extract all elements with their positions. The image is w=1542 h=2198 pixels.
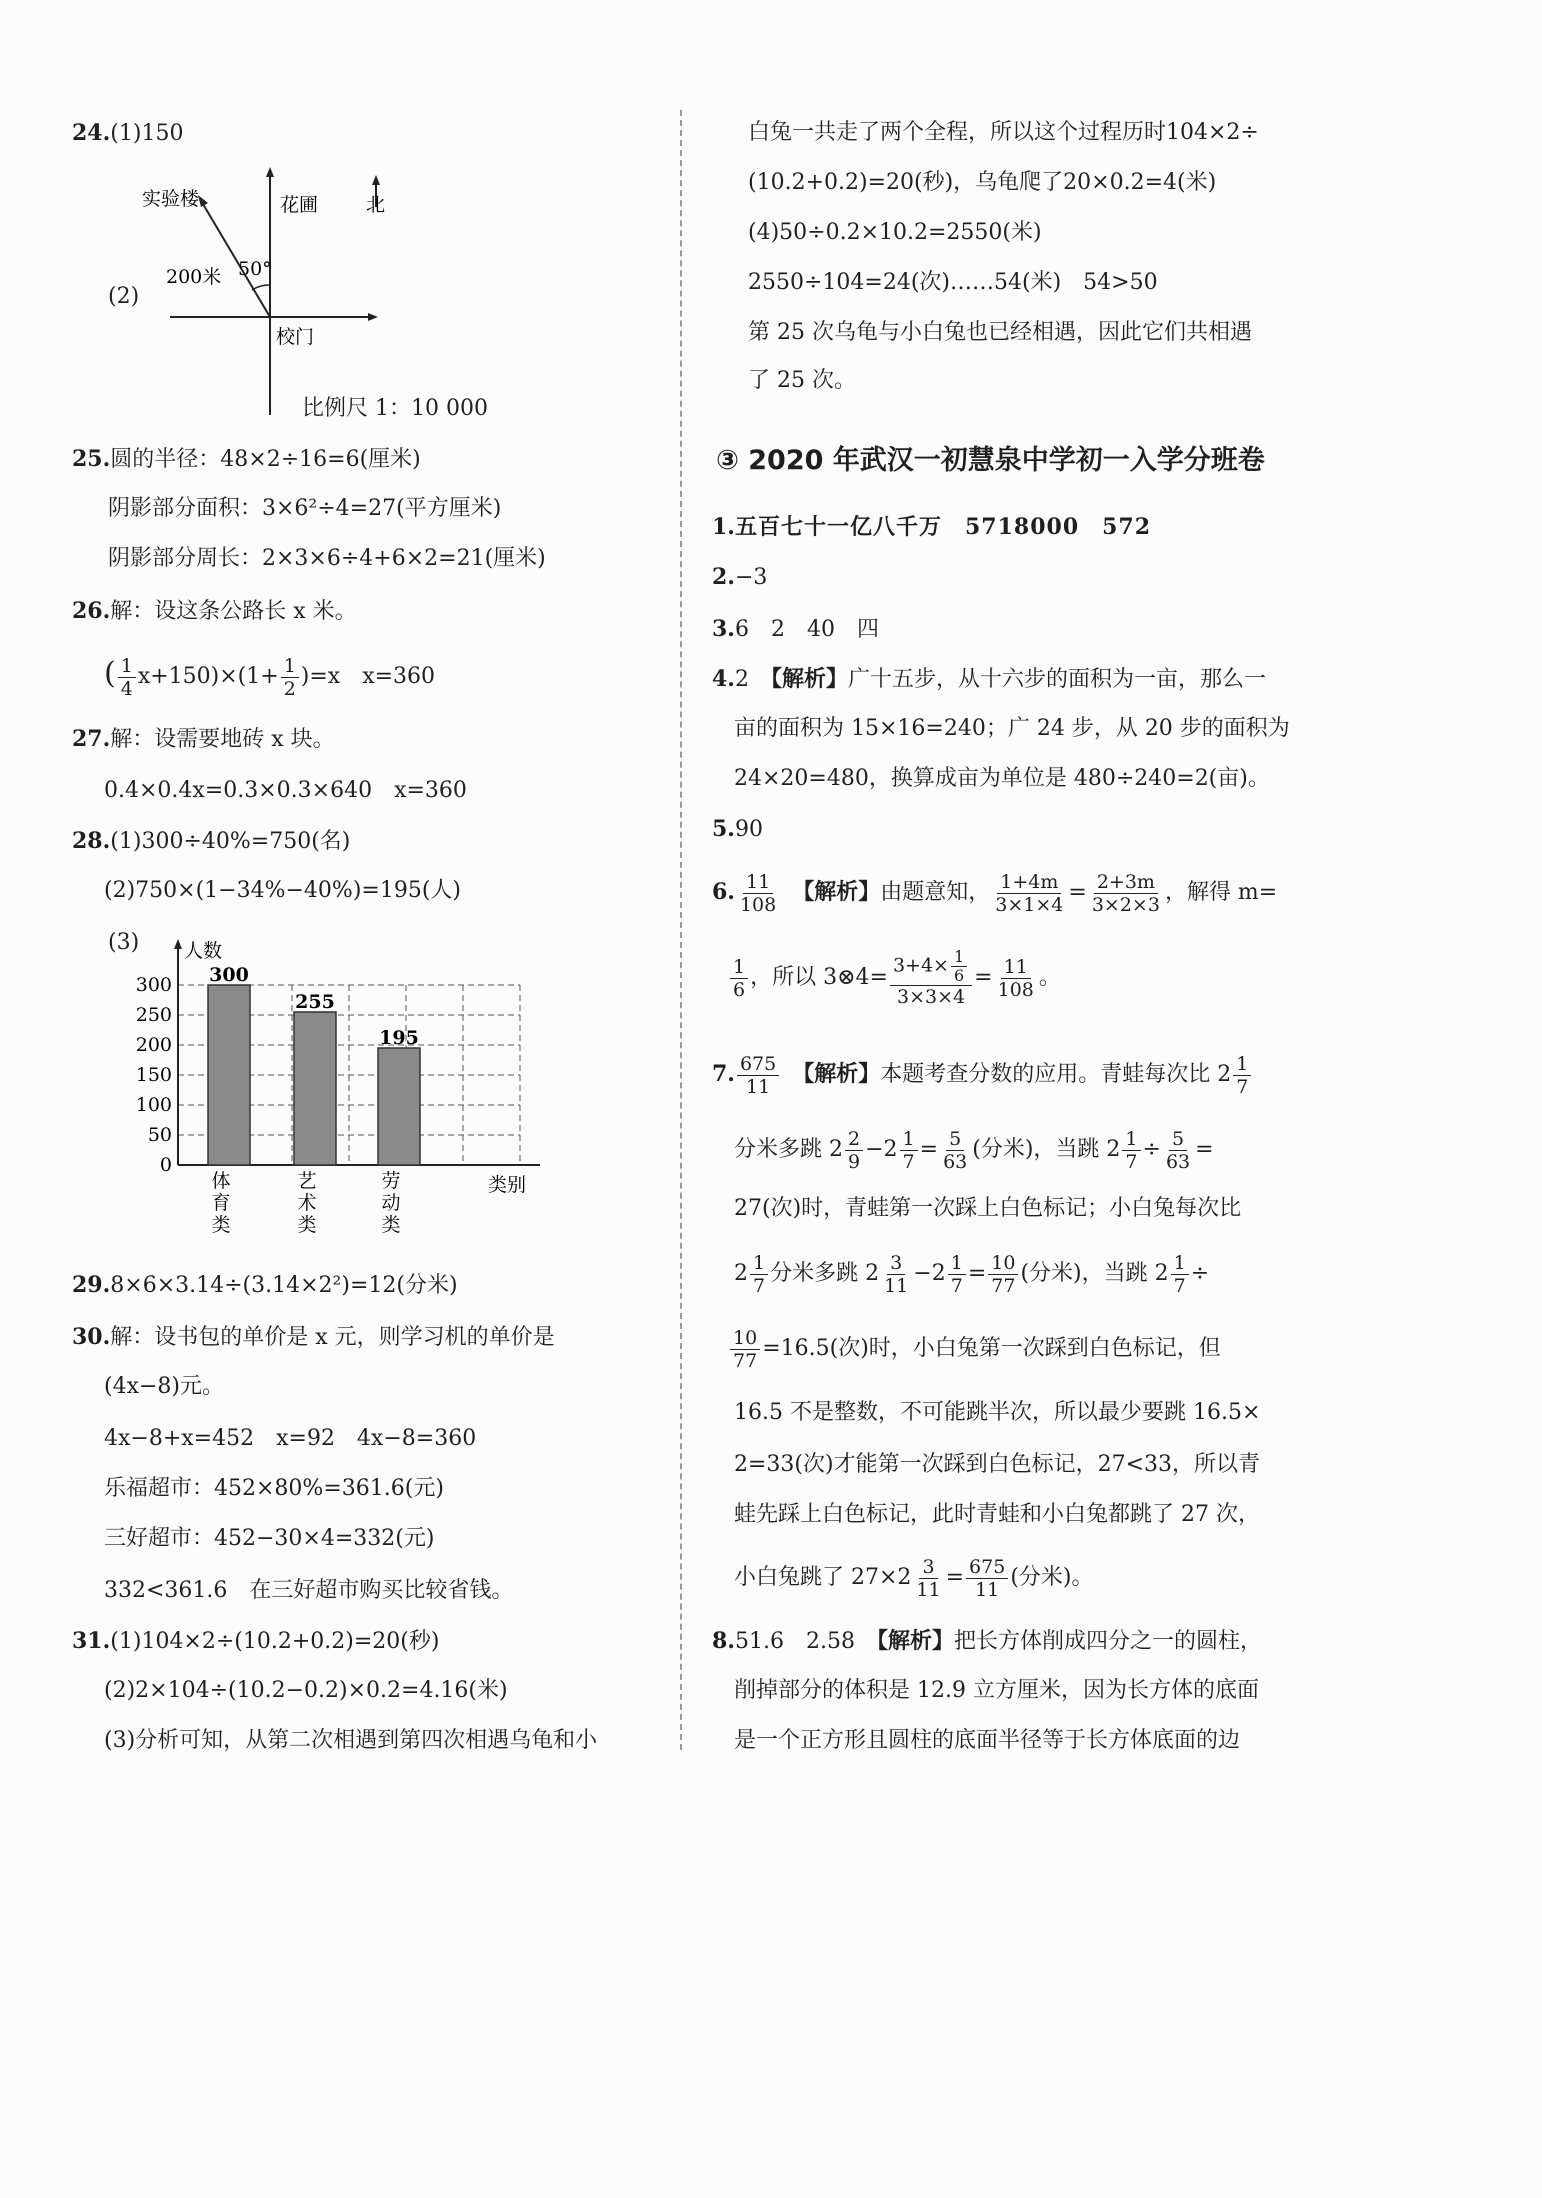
y-tick-label-6: 300 xyxy=(135,974,172,996)
q30-line2: (4x−8)元。 xyxy=(104,1374,225,1399)
q29-line1 xyxy=(72,1270,458,1301)
map-label-bldg: 实验楼 xyxy=(142,188,200,210)
a6-frac3-inner xyxy=(951,948,967,985)
q24-part2-label: (2) xyxy=(108,284,140,309)
a7-frac311-b xyxy=(913,1556,943,1601)
a4-line1 xyxy=(712,664,1266,695)
map-scale: 比例尺 1：10 000 xyxy=(302,396,488,421)
q31-cont-4: 2550÷104=24(次)……54(米) 54>50 xyxy=(748,270,1158,295)
bar-value-label-0: 300 xyxy=(209,964,249,986)
a6-line2 xyxy=(728,946,1061,1010)
q30-text1: 解：设书包的单价是 x 元，则学习机的单价是 xyxy=(110,1325,555,1350)
a7-frac1077-a xyxy=(988,1252,1018,1297)
a6-frac4-num: 11 xyxy=(1001,956,1031,979)
a7-f17f-den: 7 xyxy=(1173,1274,1186,1297)
a5-label: 5. xyxy=(712,816,735,842)
category-label-2-char-2: 类 xyxy=(381,1214,401,1236)
a7-f17c-den: 7 xyxy=(1125,1150,1138,1173)
a6-frac3 xyxy=(890,948,972,1008)
a7-f17f-num: 1 xyxy=(1171,1252,1189,1275)
a7-l9a: 小白兔跳了 27×2 xyxy=(734,1565,912,1590)
a4-answer: 2 xyxy=(734,667,749,692)
a7-frac67511 xyxy=(966,1556,1008,1601)
a7-l5b: =16.5(次)时，小白兔第一次踩到白色标记，但 xyxy=(762,1336,1221,1361)
q26-equation xyxy=(104,652,436,700)
a6-frac3-den: 3×3×4 xyxy=(897,986,966,1008)
a5-text: 90 xyxy=(734,817,763,842)
a7-line8: 蛙先踩上白色标记，此时青蛙和小白兔都跳了 27 次， xyxy=(734,1502,1260,1527)
a7-f67511-den: 11 xyxy=(975,1578,1000,1601)
q31-cont-5: 第 25 次乌龟与小白兔也已经相遇，因此它们共相遇 xyxy=(748,320,1252,345)
a7-f17e-num: 1 xyxy=(948,1252,966,1275)
a7-l9c: (分米)。 xyxy=(1010,1565,1094,1590)
q29-text1: 8×6×3.14÷(3.14×2²)=12(分米) xyxy=(110,1273,458,1298)
a7-l9b: = xyxy=(945,1565,965,1590)
a6-m-num: 1 xyxy=(730,956,748,979)
a6-frac3-num-a: 3+4× xyxy=(892,954,949,977)
a3-text: 6 2 40 四 xyxy=(734,617,879,642)
bar-1 xyxy=(294,1012,336,1165)
a7-tag: 【解析】 xyxy=(803,1061,881,1087)
a7-ans-den: 11 xyxy=(746,1075,771,1098)
a7-text1: 本题考查分数的应用。青蛙每次比 2 xyxy=(880,1062,1232,1087)
q30-line4: 乐福超市：452×80%=361.6(元) xyxy=(104,1476,444,1501)
a7-f29-den: 9 xyxy=(848,1150,861,1173)
a7-f29-num: 2 xyxy=(845,1128,863,1151)
a8-line2: 削掉部分的体积是 12.9 立方厘米，因为长方体的底面 xyxy=(734,1678,1259,1703)
a7-f311b-num: 3 xyxy=(919,1556,937,1579)
a7-l4e: (分米)，当跳 2 xyxy=(1020,1261,1169,1286)
category-label-1-char-2: 类 xyxy=(297,1214,317,1236)
q31-cont-3: (4)50÷0.2×10.2=2550(米) xyxy=(748,220,1042,245)
q26-frac-b xyxy=(281,655,299,700)
section-title: ③ 2020 年武汉一初慧泉中学初一入学分班卷 xyxy=(716,445,1265,476)
a7-ans-num: 675 xyxy=(737,1053,779,1076)
y-tick-label-3: 150 xyxy=(135,1064,172,1086)
x-axis-title: 类别 xyxy=(488,1174,527,1196)
a7-f1077a-den: 77 xyxy=(991,1274,1016,1297)
a4-line2: 亩的面积为 15×16=240；广 24 步，从 20 步的面积为 xyxy=(734,716,1290,741)
a2-text: −3 xyxy=(734,565,768,590)
a7-line3: 27(次)时，青蛙第一次踩上白色标记；小白兔每次比 xyxy=(734,1196,1242,1221)
map-label-gate: 校门 xyxy=(276,326,315,348)
a7-line1 xyxy=(712,1048,1253,1100)
q26-frac-a-num: 1 xyxy=(118,655,136,678)
a6-label: 6. xyxy=(712,879,735,905)
a7-frac17-e xyxy=(948,1252,966,1297)
a8-label: 8. xyxy=(712,1628,735,1654)
q31-line1 xyxy=(72,1626,439,1657)
q24-answer1: (1)150 xyxy=(110,121,184,146)
q28-line2: (2)750×(1−34%−40%)=195(人) xyxy=(104,878,462,903)
q27-label: 27. xyxy=(72,726,111,752)
a3-line xyxy=(712,614,879,645)
column-divider xyxy=(680,110,682,1750)
a4-line3: 24×20=480，换算成亩为单位是 480÷240=2(亩)。 xyxy=(734,766,1270,791)
a4-text1: 广十五步，从十六步的面积为一亩，那么一 xyxy=(848,667,1267,692)
map-label-north: 北 xyxy=(366,194,386,216)
a7-f17a-den: 7 xyxy=(1236,1075,1249,1098)
a7-f563b-den: 63 xyxy=(1165,1150,1191,1173)
q26-eq-end: )=x x=360 xyxy=(300,664,436,689)
category-label-0-char-1: 育 xyxy=(211,1192,231,1214)
a6-frac1-den: 3×1×4 xyxy=(995,893,1064,916)
a6-text1: 由题意知， xyxy=(880,880,991,905)
a7-frac29 xyxy=(845,1128,863,1173)
a6-text3: ，所以 3⊗4= xyxy=(750,965,888,990)
a7-f67511-num: 675 xyxy=(966,1556,1008,1579)
q26-frac-a xyxy=(118,655,136,700)
a7-l4d: = xyxy=(967,1261,987,1286)
a7-f311-num: 3 xyxy=(887,1252,905,1275)
q30-line3: 4x−8+x=452 x=92 4x−8=360 xyxy=(104,1426,477,1451)
a7-frac563-b xyxy=(1163,1128,1193,1173)
y-tick-label-2: 100 xyxy=(135,1094,172,1116)
map-label-dist: 200米 xyxy=(166,266,222,288)
a6-frac2-den: 3×2×3 xyxy=(1091,893,1160,916)
a7-f17b-num: 1 xyxy=(900,1128,918,1151)
q26-frac-a-den: 4 xyxy=(120,677,133,700)
q25-text1: 圆的半径：48×2÷16=6(厘米) xyxy=(110,447,421,472)
a6-frac2 xyxy=(1089,871,1163,916)
q28-line3: (3) xyxy=(108,930,140,955)
a7-f1077a-num: 10 xyxy=(988,1252,1018,1275)
a5-line xyxy=(712,814,763,845)
category-label-2-char-1: 动 xyxy=(381,1192,401,1214)
q31-cont-2: (10.2+0.2)=20(秒)，乌龟爬了20×0.2=4(米) xyxy=(748,170,1217,195)
q31-cont-1: 白兔一共走了两个全程，所以这个过程历时104×2÷ xyxy=(748,120,1259,145)
a8-text1: 把长方体削成四分之一的圆柱， xyxy=(953,1629,1262,1654)
a6-m-frac xyxy=(730,956,748,1001)
a7-line4 xyxy=(734,1248,1209,1300)
a7-answer xyxy=(737,1053,779,1098)
q26-frac-b-num: 1 xyxy=(281,655,299,678)
a8-answer: 51.6 2.58 xyxy=(734,1629,855,1654)
a7-f17a-num: 1 xyxy=(1233,1053,1251,1076)
a2-label: 2. xyxy=(712,564,735,590)
a6-frac3-inner-num: 1 xyxy=(951,948,967,967)
a7-f311b-den: 11 xyxy=(916,1578,941,1601)
a7-f311-den: 11 xyxy=(884,1274,909,1297)
y-tick-label-4: 200 xyxy=(135,1034,172,1056)
category-label-0-char-0: 体 xyxy=(211,1170,231,1192)
map-label-garden: 花圃 xyxy=(280,194,319,216)
a7-l2f: = xyxy=(1195,1137,1214,1162)
direction-map xyxy=(142,165,410,425)
a7-l4b: 分米多跳 2 xyxy=(770,1261,880,1286)
a7-line7: 2=33(次)才能第一次踩到白色标记，27<33，所以青 xyxy=(734,1452,1261,1477)
a1-line xyxy=(712,512,1151,543)
q31-text1: (1)104×2÷(10.2+0.2)=20(秒) xyxy=(110,1629,440,1654)
category-label-0-char-2: 类 xyxy=(211,1214,231,1236)
a6-text5: 。 xyxy=(1038,965,1061,990)
q28-label: 28. xyxy=(72,828,111,854)
a8-tag: 【解析】 xyxy=(876,1628,954,1654)
a7-frac311 xyxy=(881,1252,911,1297)
category-label-2-char-0: 劳 xyxy=(381,1170,401,1192)
a6-frac3-num xyxy=(890,948,972,986)
q30-line1 xyxy=(72,1322,555,1353)
a6-ans-den: 108 xyxy=(739,893,777,916)
q24-label: 24. xyxy=(72,120,111,146)
a8-line3: 是一个正方形且圆柱的底面半径等于长方体底面的边 xyxy=(734,1728,1241,1753)
q26-label: 26. xyxy=(72,598,111,624)
a7-f563a-den: 63 xyxy=(943,1150,968,1173)
a6-ans-num: 11 xyxy=(743,871,773,894)
a7-frac1077-b xyxy=(730,1327,760,1372)
a7-f17d-den: 7 xyxy=(753,1274,766,1297)
a6-line1 xyxy=(712,866,1277,918)
a6-text4: = xyxy=(974,965,993,990)
a7-frac17-b xyxy=(900,1128,918,1173)
a7-l2c: = xyxy=(919,1137,939,1162)
q29-label: 29. xyxy=(72,1272,111,1298)
q26-paren: ( xyxy=(104,656,116,691)
a6-text2: ，解得 m= xyxy=(1164,880,1278,905)
a7-label: 7. xyxy=(712,1061,735,1087)
a4-label: 4. xyxy=(712,666,735,692)
a6-frac2-num: 2+3m xyxy=(1094,871,1158,894)
q26-frac-b-den: 2 xyxy=(283,677,296,700)
a7-frac17-a xyxy=(1233,1053,1251,1098)
bar-0 xyxy=(208,985,250,1165)
a6-frac4 xyxy=(995,956,1037,1001)
q28-line1 xyxy=(72,826,350,857)
category-label-1-char-1: 术 xyxy=(297,1192,317,1214)
q26-eq-mid: x+150)×(1+ xyxy=(137,664,279,689)
q30-line6: 332<361.6 在三好超市购买比较省钱。 xyxy=(104,1578,514,1603)
q31-line2: (2)2×104÷(10.2−0.2)×0.2=4.16(米) xyxy=(104,1678,508,1703)
q25-line3: 阴影部分周长：2×3×6÷4+6×2=21(厘米) xyxy=(108,546,546,571)
a8-line1 xyxy=(712,1626,1262,1657)
a1-label: 1. xyxy=(712,514,735,540)
a7-f17e-den: 7 xyxy=(950,1274,963,1297)
q25-label: 25. xyxy=(72,446,111,472)
a7-f17c-num: 1 xyxy=(1122,1128,1140,1151)
a7-line5 xyxy=(728,1322,1221,1376)
a7-frac17-d xyxy=(750,1252,768,1297)
a7-frac563-a xyxy=(940,1128,970,1173)
a7-f17d-num: 1 xyxy=(750,1252,768,1275)
q26-text1: 解：设这条公路长 x 米。 xyxy=(110,599,357,624)
a6-tag: 【解析】 xyxy=(803,879,881,905)
q28-text1: (1)300÷40%=750(名) xyxy=(110,829,351,854)
a6-frac3-inner-den: 6 xyxy=(953,966,965,985)
a7-f17b-den: 7 xyxy=(902,1150,915,1173)
bar-2 xyxy=(378,1048,420,1165)
q30-label: 30. xyxy=(72,1324,111,1350)
a7-l4c: −2 xyxy=(913,1261,946,1286)
a6-frac1-num: 1+4m xyxy=(997,871,1061,894)
a7-l2e: ÷ xyxy=(1142,1137,1161,1162)
q31-line3: (3)分析可知，从第二次相遇到第四次相遇乌龟和小 xyxy=(104,1728,598,1753)
bar-value-label-1: 255 xyxy=(295,991,335,1013)
a6-answer xyxy=(737,871,779,916)
q27-line2: 0.4×0.4x=0.3×0.3×640 x=360 xyxy=(104,778,467,803)
a1-text: 五百七十一亿八千万 5718000 572 xyxy=(734,514,1152,540)
a7-l2a: 分米多跳 2 xyxy=(734,1137,843,1162)
map-label-angle: 50° xyxy=(238,258,272,280)
a4-tag: 【解析】 xyxy=(770,666,848,692)
a7-line2 xyxy=(734,1124,1214,1176)
a7-l4f: ÷ xyxy=(1190,1261,1210,1286)
q27-line1 xyxy=(72,724,335,755)
bar-chart xyxy=(130,925,580,1245)
a7-line9 xyxy=(734,1552,1093,1604)
a6-frac4-den: 108 xyxy=(997,978,1034,1001)
y-axis-arrow xyxy=(174,939,182,949)
a7-frac17-c xyxy=(1122,1128,1140,1173)
a7-f563a-num: 5 xyxy=(946,1128,964,1151)
a6-frac1 xyxy=(992,871,1066,916)
a7-l2d: (分米)，当跳 2 xyxy=(972,1137,1121,1162)
q25-line1 xyxy=(72,444,421,475)
a3-label: 3. xyxy=(712,616,735,642)
y-tick-label-1: 50 xyxy=(147,1124,172,1146)
a7-l4a: 2 xyxy=(734,1261,748,1286)
y-tick-label-5: 250 xyxy=(135,1004,172,1026)
a7-f1077b-den: 77 xyxy=(733,1349,758,1372)
a7-f563b-num: 5 xyxy=(1169,1128,1187,1151)
a6-eq: = xyxy=(1068,880,1087,905)
a6-m-den: 6 xyxy=(733,978,746,1001)
a7-f1077b-num: 10 xyxy=(730,1327,760,1350)
q24-line1 xyxy=(72,118,183,149)
a2-line xyxy=(712,562,767,593)
q25-line2: 阴影部分面积：3×6²÷4=27(平方厘米) xyxy=(108,496,502,521)
a7-l2b: −2 xyxy=(865,1137,898,1162)
a7-line6: 16.5 不是整数，不可能跳半次，所以最少要跳 16.5× xyxy=(734,1400,1261,1425)
category-label-1-char-0: 艺 xyxy=(297,1170,317,1192)
y-axis-title: 人数 xyxy=(184,940,223,962)
a7-frac17-f xyxy=(1171,1252,1189,1297)
bar-value-label-2: 195 xyxy=(379,1027,419,1049)
q30-line5: 三好超市：452−30×4=332(元) xyxy=(104,1526,435,1551)
q26-line1 xyxy=(72,596,357,627)
q27-text1: 解：设需要地砖 x 块。 xyxy=(110,727,335,752)
q31-label: 31. xyxy=(72,1628,111,1654)
q31-cont-6: 了 25 次。 xyxy=(748,368,856,393)
y-tick-label-0: 0 xyxy=(159,1154,172,1176)
